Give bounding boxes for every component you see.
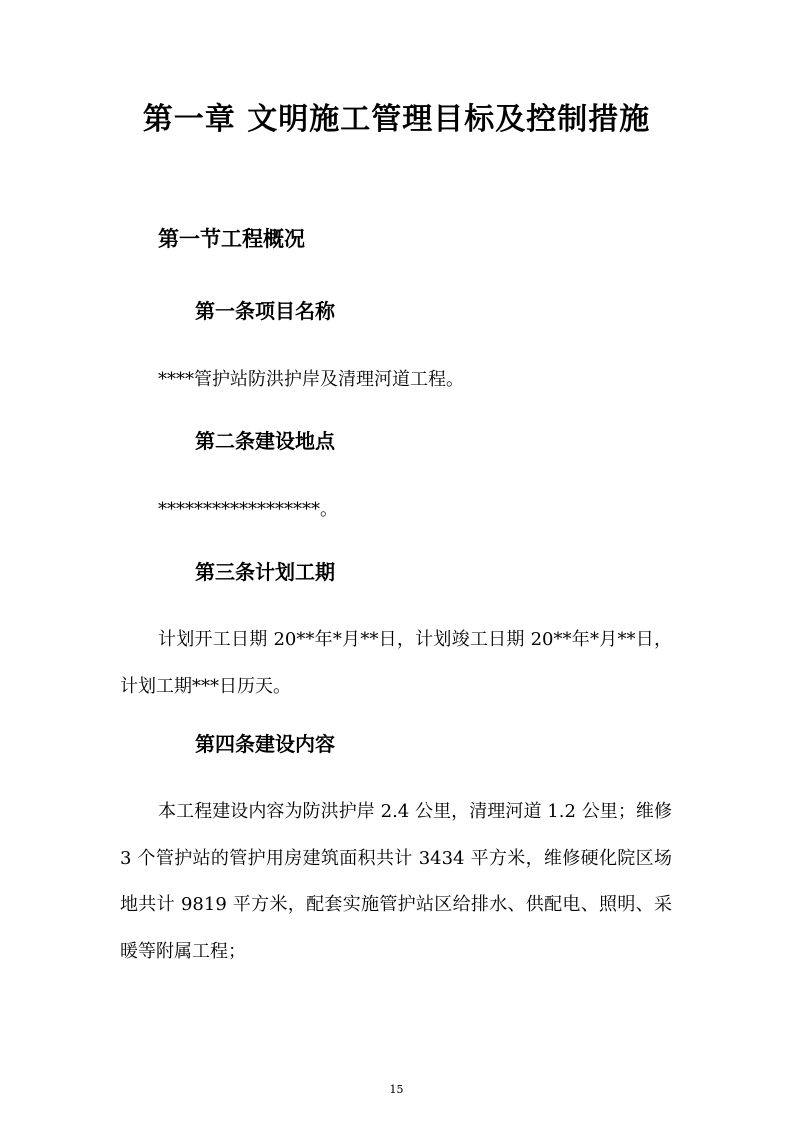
article-text-location: ******************。 — [158, 499, 338, 520]
schedule-line: 计划工期***日历天。 — [120, 675, 291, 697]
content-line: 本工程建设内容为防洪护岸 2.4 公里，清理河道 1.2 公里；维修 — [158, 801, 672, 822]
article-title-schedule: 第三条计划工期 — [195, 560, 335, 584]
page-number: 15 — [389, 1083, 404, 1096]
article-text-project-name: ****管护站防洪护岸及清理河道工程。 — [158, 369, 464, 390]
article-body-content — [120, 797, 672, 967]
chapter-title: 第一章 文明施工管理目标及控制措施 — [142, 102, 651, 137]
article-title-project-name: 第一条项目名称 — [195, 299, 335, 323]
content-line: 3 个管护站的管护用房建筑面积共计 3434 平方米，维修硬化院区场 — [120, 847, 672, 869]
content-line: 暖等附属工程； — [120, 940, 246, 962]
schedule-line: 计划开工日期 20**年*月**日，计划竣工日期 20**年*月**日， — [158, 629, 672, 650]
article-title-content: 第四条建设内容 — [195, 732, 335, 756]
content-line: 地共计 9819 平方米，配套实施管护站区给排水、供配电、照明、采 — [120, 894, 672, 915]
article-title-location: 第二条建设地点 — [195, 429, 335, 453]
section-title: 第一节工程概况 — [158, 227, 305, 251]
article-body-schedule — [120, 625, 672, 702]
